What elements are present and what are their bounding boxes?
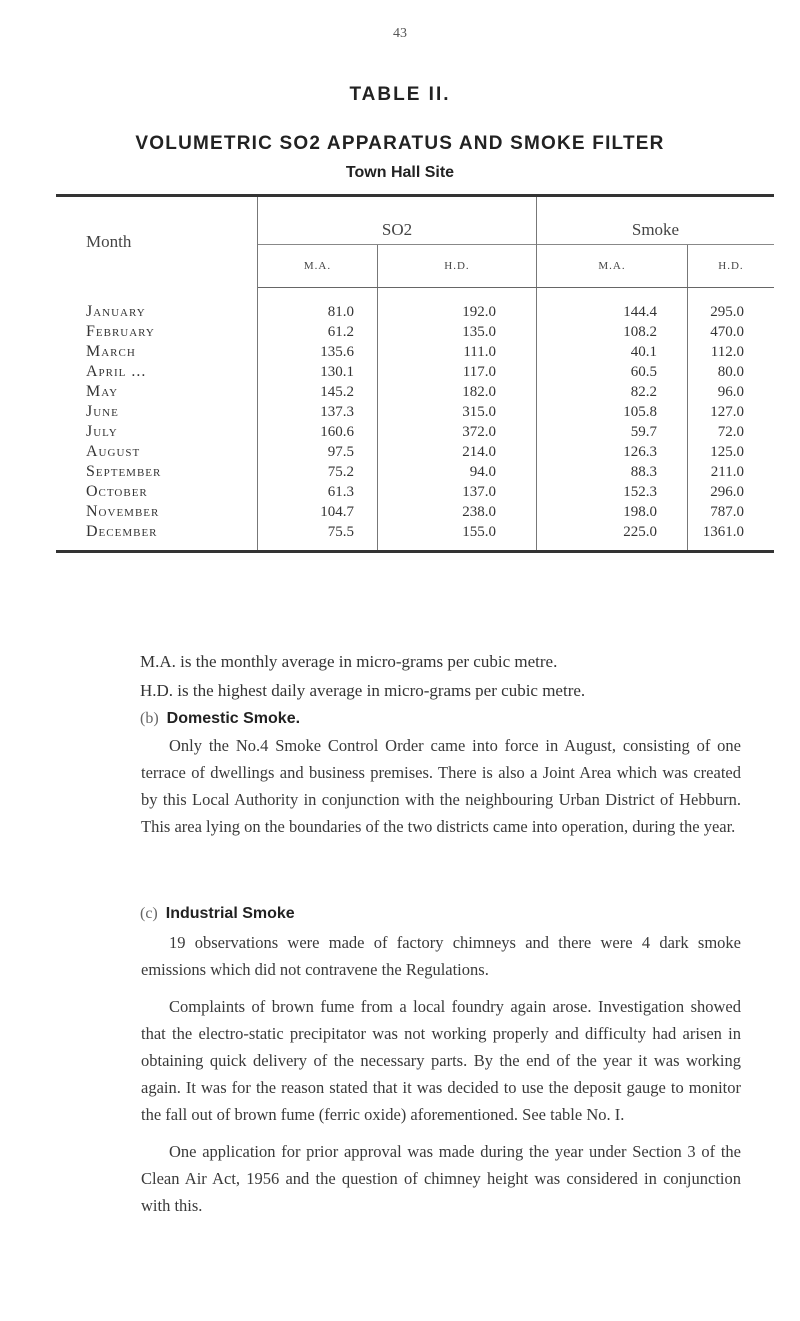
so2-hd-cell: 238.0: [378, 502, 537, 522]
so2-ma-cell: 61.2: [327, 323, 354, 340]
smoke-ma-cell: 108.2: [537, 322, 688, 342]
page-number: 43: [393, 26, 407, 41]
table-title: VOLUMETRIC SO2 APPARATUS AND SMOKE FILTER: [135, 133, 665, 154]
month-cell: September: [56, 462, 258, 482]
table-row: [56, 522, 774, 552]
smoke-hd-cell: 211.0: [688, 462, 775, 482]
so2-hd-header: H.D.: [378, 245, 537, 288]
smoke-hd-header: H.D.: [688, 245, 775, 288]
smoke-ma-cell: 144.4: [537, 288, 688, 323]
so2-ma-cell: 75.2: [327, 463, 354, 480]
table-subtitle: Town Hall Site: [345, 164, 455, 181]
smoke-hd-cell: 1361.0: [688, 522, 775, 552]
month-cell: October: [56, 482, 258, 502]
table-row: [56, 288, 774, 323]
month-cell: May: [56, 382, 258, 402]
so2-ma-cell: 130.1: [320, 363, 354, 380]
section-b-title: Domestic Smoke.: [166, 710, 301, 727]
section-domestic-smoke: [141, 710, 741, 840]
table-row: [56, 382, 774, 402]
smoke-ma-cell: 126.3: [537, 442, 688, 462]
month-cell: June: [56, 402, 258, 422]
data-table: [56, 194, 774, 553]
smoke-hd-cell: 787.0: [688, 502, 775, 522]
section-c-paragraph-1: 19 observations were made of factory chimneys and there were 4 dark smoke emissions which did not contravene the Regulations.: [141, 933, 741, 979]
smoke-ma-cell: 225.0: [537, 522, 688, 552]
smoke-ma-cell: 40.1: [537, 342, 688, 362]
table-row: [56, 422, 774, 442]
month-column-header: Month: [56, 196, 258, 288]
smoke-hd-cell: 80.0: [688, 362, 775, 382]
smoke-ma-cell: 59.7: [537, 422, 688, 442]
so2-hd-cell: 372.0: [378, 422, 537, 442]
section-industrial-smoke: [141, 905, 741, 1219]
smoke-hd-cell: 295.0: [688, 288, 775, 323]
smoke-hd-cell: 296.0: [688, 482, 775, 502]
smoke-ma-cell: 82.2: [537, 382, 688, 402]
so2-hd-cell: 192.0: [378, 288, 537, 323]
so2-hd-cell: 117.0: [378, 362, 537, 382]
smoke-ma-cell: 88.3: [537, 462, 688, 482]
so2-hd-cell: 182.0: [378, 382, 537, 402]
so2-hd-cell: 135.0: [378, 322, 537, 342]
table-row: [56, 402, 774, 422]
so2-ma-cell: 61.3: [327, 483, 354, 500]
smoke-hd-cell: 96.0: [688, 382, 775, 402]
so2-hd-cell: 111.0: [378, 342, 537, 362]
data-table-container: [56, 194, 774, 553]
so2-ma-cell: 81.0: [327, 303, 354, 320]
smoke-hd-cell: 72.0: [688, 422, 775, 442]
so2-hd-cell: 94.0: [378, 462, 537, 482]
table-body: [56, 288, 774, 552]
note-hd: H.D. is the highest daily average in micro-grams per cubic metre.: [140, 681, 586, 700]
section-c-heading: [141, 905, 741, 923]
section-c-paragraph-3: One application for prior approval was made during the year under Section 3 of the Clean Air Act, 1956 and the question of chimney height was considered in conjunction with this.: [141, 1142, 741, 1215]
smoke-ma-cell: 198.0: [537, 502, 688, 522]
so2-ma-cell: 145.2: [320, 383, 354, 400]
table-row: [56, 322, 774, 342]
so2-ma-cell: 97.5: [327, 443, 354, 460]
note-ma: M.A. is the monthly average in micro-grams per cubic metre.: [140, 652, 558, 671]
table-row: [56, 442, 774, 462]
smoke-hd-cell: 125.0: [688, 442, 775, 462]
section-c-title: Industrial Smoke: [165, 905, 295, 922]
so2-hd-cell: 214.0: [378, 442, 537, 462]
smoke-hd-cell: 470.0: [688, 322, 775, 342]
table-notes: [140, 647, 585, 705]
so2-ma-cell: 75.5: [327, 523, 354, 540]
month-cell: August: [56, 442, 258, 462]
so2-hd-cell: 155.0: [378, 522, 537, 552]
month-cell: November: [56, 502, 258, 522]
month-cell: April ...: [56, 362, 258, 382]
month-cell: February: [56, 322, 258, 342]
smoke-ma-cell: 60.5: [537, 362, 688, 382]
smoke-ma-header: M.A.: [537, 245, 688, 288]
so2-hd-cell: 315.0: [378, 402, 537, 422]
month-cell: July: [56, 422, 258, 442]
smoke-group-header: Smoke: [631, 220, 680, 239]
smoke-hd-cell: 112.0: [688, 342, 775, 362]
table-row: [56, 502, 774, 522]
so2-ma-cell: 135.6: [320, 343, 354, 360]
so2-ma-header: M.A.: [258, 245, 378, 288]
section-b-label: (b): [140, 710, 159, 727]
so2-group-header: SO2: [258, 196, 537, 245]
so2-ma-cell: 104.7: [320, 503, 354, 520]
month-cell: January: [56, 288, 258, 323]
month-cell: March: [56, 342, 258, 362]
table-row: [56, 362, 774, 382]
section-c-label: (c): [140, 905, 158, 922]
table-row: [56, 462, 774, 482]
month-cell: December: [56, 522, 258, 552]
table-row: [56, 482, 774, 502]
so2-hd-cell: 137.0: [378, 482, 537, 502]
smoke-hd-cell: 127.0: [688, 402, 775, 422]
section-b-paragraph: Only the No.4 Smoke Control Order came into force in August, consisting of one terrace of dwellings and business premises. There is also a Joint Area which was created by this Local Authority in conjunction with the neighbouring Urban District of Hebburn. This area lying on the boundaries of the two districts came into operation, during the year.: [141, 736, 741, 836]
so2-ma-cell: 137.3: [320, 403, 354, 420]
section-b-heading: [141, 710, 741, 728]
smoke-ma-cell: 105.8: [537, 402, 688, 422]
section-c-paragraph-2: Complaints of brown fume from a local foundry again arose. Investigation showed that the electro-static precipitator was not working properly and difficulty had arisen in obtaining quick delivery of the necessary parts. By the end of the year it was working again. It was for the reason stated that it was decided to use the deposit gauge to monitor the fall out of brown fume (ferric oxide) aforementioned. See table No. I.: [141, 997, 741, 1124]
table-label: TABLE II.: [349, 84, 451, 105]
table-row: [56, 342, 774, 362]
so2-ma-cell: 160.6: [320, 423, 354, 440]
smoke-ma-cell: 152.3: [537, 482, 688, 502]
